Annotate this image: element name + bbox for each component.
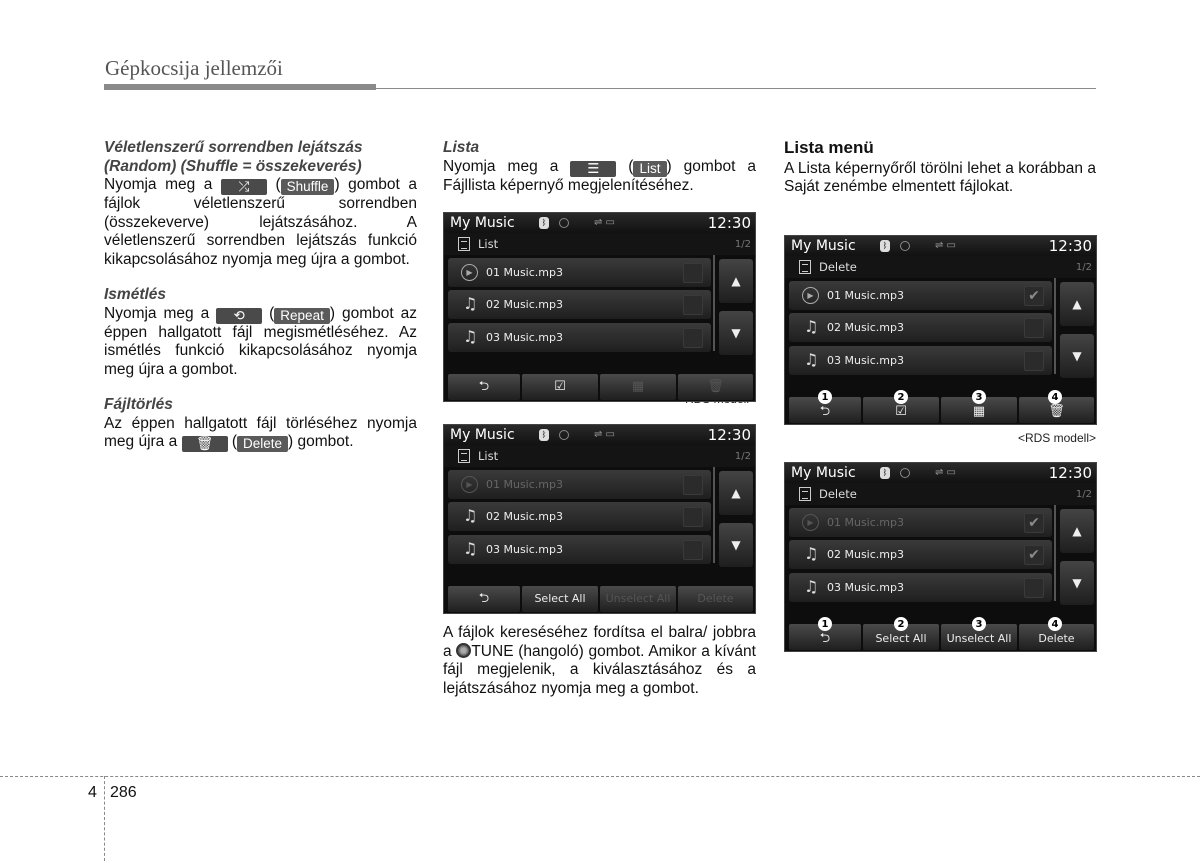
repeat-paragraph: Nyomja meg a ⟲ ( Repeat ) gombot az éppen hallgatott fájl megismétléséhez. Az ismétlés funkció kikapcsolásához nyomja meg újra a gombot.: [104, 304, 417, 378]
list-icon: [458, 237, 470, 251]
delete-icon-button[interactable]: [678, 374, 753, 400]
back-icon: ⮌: [819, 631, 831, 646]
checkbox-checked[interactable]: ✔: [1024, 513, 1044, 533]
header-bar: [104, 84, 376, 90]
mode-label: Delete: [819, 260, 857, 274]
footer-rule: [0, 776, 1200, 777]
unselect-all-button[interactable]: Unselect All: [600, 586, 676, 612]
back-icon: ⮌: [478, 591, 490, 606]
tune-text-1: A fájlok kereséséhez fordítsa el balra/ jobbra a: [443, 624, 756, 660]
trash-icon: 🗑: [182, 436, 228, 452]
repeat-heading: Ismétlés: [104, 286, 167, 303]
marker-2: 2: [894, 390, 908, 404]
music-note-icon: ♫: [804, 544, 819, 563]
column-right: [784, 139, 1096, 197]
delete-button[interactable]: Delete: [678, 586, 753, 612]
track-name: 02 Music.mp3: [827, 321, 904, 334]
track-name: 01 Music.mp3: [827, 289, 904, 302]
track-row[interactable]: [789, 508, 1052, 537]
shuffle-button-label: Shuffle: [281, 179, 335, 195]
trash-icon: 🗑: [1048, 404, 1065, 419]
unselect-all-icon: ▦: [972, 404, 986, 419]
trash-icon: 🗑: [707, 379, 724, 394]
track-name: 03 Music.mp3: [486, 543, 563, 556]
lista-menu-heading: Lista menü: [784, 138, 874, 157]
track-row[interactable]: [789, 281, 1052, 310]
track-row[interactable]: [448, 470, 711, 499]
checkbox[interactable]: [1024, 578, 1044, 598]
back-button[interactable]: [448, 586, 520, 612]
bluetooth-icon: ᛒ: [539, 429, 549, 441]
clock: 12:30: [1048, 237, 1092, 255]
bluetooth-icon: ᛒ: [539, 217, 549, 229]
disc-icon: [900, 241, 910, 251]
back-icon: ⮌: [478, 379, 490, 394]
list-icon: [458, 449, 470, 463]
section-number: 4: [88, 784, 97, 801]
checkbox[interactable]: [683, 328, 703, 348]
music-note-icon: ♫: [804, 577, 819, 596]
list-icon: [799, 487, 811, 501]
bottom-bar: [444, 371, 755, 401]
music-note-icon: ♫: [463, 539, 478, 558]
track-name: 01 Music.mp3: [486, 266, 563, 279]
list-icon: [799, 260, 811, 274]
delete-text-1: Az éppen hallgatott fájl törléséhez nyomja meg újra a: [104, 414, 417, 450]
repeat-button-label: Repeat: [274, 308, 330, 324]
select-all-button[interactable]: [863, 619, 939, 650]
random-heading-line-2: (Random) (Shuffle = összekeverés): [104, 157, 362, 175]
status-bar: [785, 463, 1096, 483]
mode-label: List: [478, 237, 499, 251]
back-button[interactable]: [448, 374, 520, 400]
checkbox[interactable]: [683, 540, 703, 560]
mode-bar: [444, 233, 755, 255]
page-indicator: 1/2: [1075, 489, 1092, 500]
unselect-all-icon-button[interactable]: [941, 392, 1017, 423]
screen-delete-icons: [784, 235, 1097, 425]
marker-3: 3: [972, 617, 986, 631]
track-name: 01 Music.mp3: [827, 516, 904, 529]
checkbox[interactable]: [1024, 351, 1044, 371]
music-note-icon: ♫: [463, 327, 478, 346]
music-note-icon: ♫: [463, 506, 478, 525]
screen-delete-text: [784, 462, 1097, 652]
marker-1: 1: [818, 617, 832, 631]
delete-heading: Fájltörlés: [104, 396, 173, 413]
shuffle-icon: ⤮: [221, 179, 267, 195]
track-row[interactable]: [789, 346, 1052, 375]
delete-paragraph: Az éppen hallgatott fájl törléséhez nyomja meg újra a 🗑 ( Delete ) gombot.: [104, 414, 417, 451]
music-note-icon: ♫: [804, 350, 819, 369]
scroll-up-button[interactable]: ▲: [1060, 282, 1094, 326]
usb-icon: ⇌ ▭: [594, 217, 616, 228]
random-text-2: gombot a fájlok véletlenszerű sorrendben (összekeverve) lejátszásához. A véletlenszerű sorrendben lejátszás funkció kikapcsolásához nyomja meg újra a gombot.: [104, 176, 417, 268]
clock: 12:30: [1048, 464, 1092, 482]
select-all-icon-button[interactable]: [522, 374, 598, 400]
bluetooth-icon: ᛒ: [880, 240, 890, 252]
track-name: 02 Music.mp3: [486, 298, 563, 311]
repeat-text-1: Nyomja meg a: [104, 304, 210, 322]
delete-icon-button[interactable]: [1019, 392, 1094, 423]
screen-title: My Music: [791, 238, 856, 254]
disc-icon: [559, 218, 569, 228]
column-middle: [443, 139, 756, 195]
unselect-all-button[interactable]: [941, 619, 1017, 650]
marker-4: 4: [1048, 390, 1062, 404]
usb-icon: ⇌ ▭: [935, 240, 957, 251]
page-indicator: 1/2: [734, 451, 751, 462]
track-name: 03 Music.mp3: [827, 581, 904, 594]
screen-list-icons: [443, 212, 756, 402]
status-bar: [444, 213, 755, 233]
marker-4: 4: [1048, 617, 1062, 631]
mode-bar: [444, 445, 755, 467]
repeat-text-2: gombot az éppen hallgatott fájl megismétléséhez. Az ismétlés funkció kikapcsolásához nyomja meg újra a gombot.: [104, 304, 417, 378]
random-heading-line-1: Véletlenszerű sorrendben lejátszás: [104, 139, 363, 156]
play-icon: ▶: [802, 514, 819, 531]
track-name: 02 Music.mp3: [486, 510, 563, 523]
track-row[interactable]: [448, 290, 711, 319]
usb-icon: ⇌ ▭: [594, 429, 616, 440]
unselect-all-icon-button[interactable]: [600, 374, 676, 400]
track-row[interactable]: [448, 502, 711, 531]
track-name: 03 Music.mp3: [827, 354, 904, 367]
page-number: 286: [110, 784, 137, 801]
status-bar: [444, 425, 755, 445]
list-paragraph: Nyomja meg a ☰ ( List ) gombot a Fájllista képernyő megjelenítéséhez.: [443, 157, 756, 194]
clock: 12:30: [707, 426, 751, 444]
scroll-up-button[interactable]: ▲: [1060, 509, 1094, 553]
list-button-label: List: [633, 161, 666, 177]
track-name: 01 Music.mp3: [486, 478, 563, 491]
track-row[interactable]: [789, 573, 1052, 602]
scrollbar[interactable]: [1054, 505, 1056, 601]
disc-icon: [900, 468, 910, 478]
column-left: [104, 139, 417, 452]
screen-title: My Music: [791, 465, 856, 481]
track-row[interactable]: [789, 540, 1052, 569]
track-row[interactable]: [789, 313, 1052, 342]
mode-label: Delete: [819, 487, 857, 501]
page-indicator: 1/2: [1075, 262, 1092, 273]
delete-button[interactable]: [1019, 619, 1094, 650]
scroll-down-button[interactable]: ▼: [719, 523, 753, 567]
unselect-all-label: Unselect All: [946, 632, 1012, 645]
play-icon: ▶: [802, 287, 819, 304]
mode-label: List: [478, 449, 499, 463]
screen-title: My Music: [450, 215, 515, 231]
scroll-up-button[interactable]: ▲: [719, 471, 753, 515]
music-note-icon: ♫: [463, 294, 478, 313]
track-row[interactable]: [448, 258, 711, 287]
tune-label: TUNE: [471, 642, 514, 660]
delete-label: Delete: [1038, 632, 1075, 645]
back-button[interactable]: [789, 392, 861, 423]
disc-icon: [559, 430, 569, 440]
tune-text-2: (hangoló) gombot. Amikor a kívánt fájl megjelenik, a kiválasztásához és a lejátszásához nyomja meg a gombot.: [443, 642, 756, 697]
bottom-bar: [444, 583, 755, 613]
checkbox[interactable]: [683, 295, 703, 315]
track-name: 03 Music.mp3: [486, 331, 563, 344]
delete-button-label: Delete: [237, 436, 288, 452]
list-text-1: Nyomja meg a: [443, 157, 559, 175]
marker-2: 2: [894, 617, 908, 631]
footer-divider: [104, 776, 105, 861]
status-bar: [785, 236, 1096, 256]
track-name: 02 Music.mp3: [827, 548, 904, 561]
page-header-title: Gépkocsija jellemzői: [105, 56, 283, 80]
music-note-icon: ♫: [804, 317, 819, 336]
list-text-2: gombot a Fájllista képernyő megjelenítéséhez.: [443, 157, 756, 194]
track-row[interactable]: [448, 323, 711, 352]
delete-text-2: gombot.: [297, 433, 354, 450]
checkbox[interactable]: [683, 263, 703, 283]
scrollbar[interactable]: [1054, 278, 1056, 374]
select-all-button[interactable]: Select All: [522, 586, 598, 612]
bottom-bar: [785, 621, 1096, 651]
clock: 12:30: [707, 214, 751, 232]
screen-title: My Music: [450, 427, 515, 443]
scroll-down-button[interactable]: ▼: [1060, 561, 1094, 605]
checkbox[interactable]: [1024, 318, 1044, 338]
back-icon: ⮌: [819, 404, 831, 419]
scrollbar[interactable]: [713, 467, 715, 563]
back-button[interactable]: [789, 619, 861, 650]
scroll-down-button[interactable]: ▼: [1060, 334, 1094, 378]
bottom-bar: [785, 394, 1096, 424]
mode-bar: [785, 483, 1096, 505]
select-all-icon: ☑: [895, 404, 907, 419]
scroll-down-button[interactable]: ▼: [719, 311, 753, 355]
bluetooth-icon: ᛒ: [880, 467, 890, 479]
select-all-icon-button[interactable]: [863, 392, 939, 423]
screen-list-text: [443, 424, 756, 614]
list-icon: ☰: [570, 161, 616, 177]
usb-icon: ⇌ ▭: [935, 467, 957, 478]
play-icon: ▶: [461, 264, 478, 281]
checkbox[interactable]: [683, 475, 703, 495]
rds-caption-right: <RDS modell>: [1017, 431, 1096, 445]
header-rule: [376, 88, 1096, 89]
tune-paragraph: [443, 624, 756, 698]
checkbox-checked[interactable]: ✔: [1024, 286, 1044, 306]
select-all-icon: ☑: [554, 379, 566, 394]
select-all-label: Select All: [875, 632, 927, 645]
list-heading: Lista: [443, 139, 480, 156]
unselect-all-icon: ▦: [631, 379, 645, 394]
tune-knob-icon: [456, 643, 471, 658]
random-paragraph: Nyomja meg a ⤮ ( Shuffle ) gombot a fájlok véletlenszerű sorrendben (összekeverve) lejátszásához. A véletlenszerű sorrendben lejátszás funkció kikapcsolásához nyomja meg újra a gombot.: [104, 176, 417, 268]
mode-bar: [785, 256, 1096, 278]
checkbox[interactable]: [683, 507, 703, 527]
lista-menu-paragraph: A Lista képernyőről törölni lehet a korábban a Saját zenémbe elmentett fájlokat.: [784, 159, 1096, 195]
random-text-1: Nyomja meg a: [104, 176, 213, 193]
scroll-up-button[interactable]: ▲: [719, 259, 753, 303]
repeat-icon: ⟲: [216, 308, 262, 324]
track-row[interactable]: [448, 535, 711, 564]
scrollbar[interactable]: [713, 255, 715, 351]
play-icon: ▶: [461, 476, 478, 493]
marker-3: 3: [972, 390, 986, 404]
page-indicator: 1/2: [734, 239, 751, 250]
marker-1: 1: [818, 390, 832, 404]
checkbox-checked[interactable]: ✔: [1024, 545, 1044, 565]
